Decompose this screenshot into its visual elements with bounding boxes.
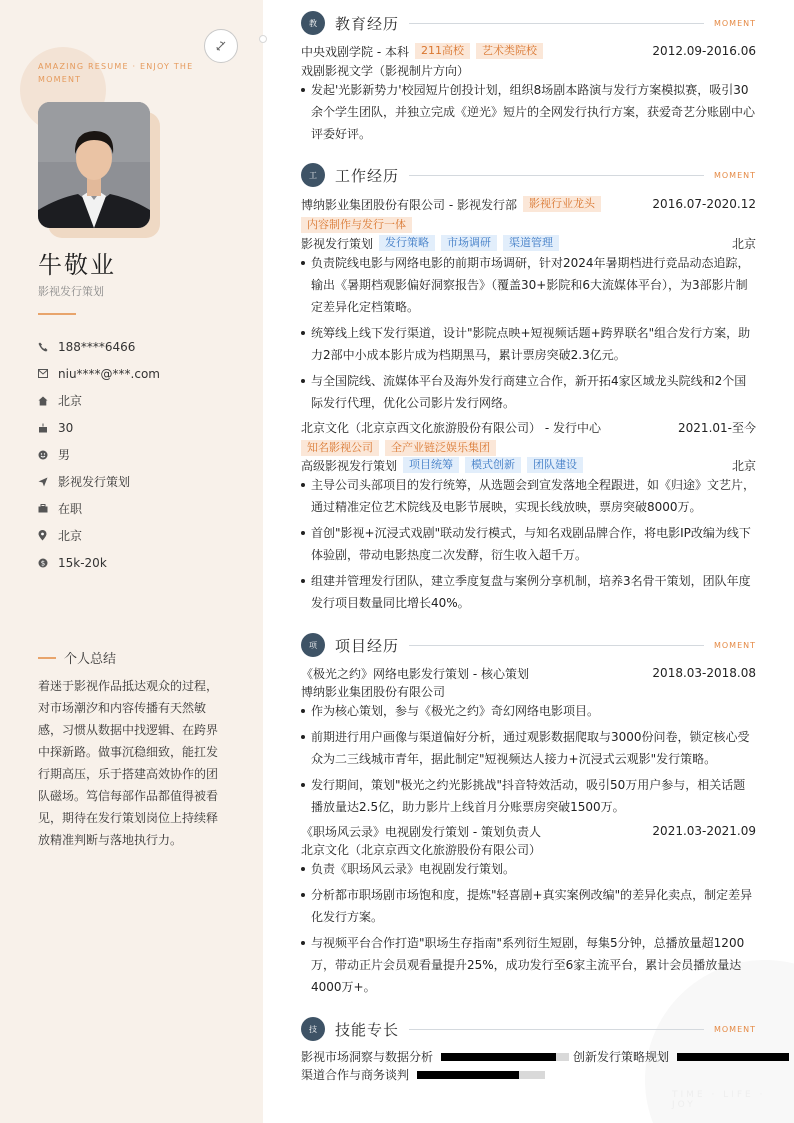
skill-item (573, 1048, 789, 1065)
skill-tag: 市场调研 (441, 235, 497, 251)
tag: 艺术类院校 (476, 43, 543, 59)
info-phone (38, 333, 160, 360)
section-title: 工作经历 (335, 166, 400, 185)
list-item: 组建并管理发行团队，建立季度复盘与案例分享机制，培养3名骨干策划，团队年度发行项目数量同比增长40%。 (301, 570, 756, 614)
education-row (301, 42, 756, 60)
list-item: 前期进行用户画像与渠道偏好分析，通过观影数据爬取与3000份问卷，锁定核心受众为二三线城市青年，据此制定"短视频达人接力+沉浸式云观影"发行策略。 (301, 726, 756, 770)
face-icon (38, 450, 58, 460)
date: 2018.03-2018.08 (652, 666, 756, 680)
logo-icon (204, 29, 238, 63)
skill-name: 影视市场洞察与数据分析 (301, 1050, 434, 1064)
skill-bar (417, 1071, 545, 1079)
info-text: 北京 (58, 394, 83, 408)
briefcase-icon (38, 504, 58, 513)
watermark: TIME · LIFE · JOY (672, 1090, 766, 1110)
info-email (38, 360, 160, 387)
section-moment: MOMENT (713, 18, 756, 28)
skill-name: 渠道合作与商务谈判 (301, 1068, 410, 1082)
list-item: 负责院线电影与网络电影的前期市场调研，针对2024年暑期档进行竞品动态追踪，输出《暑期档观影偏好洞察报告》（覆盖30+影院和6大流媒体平台），为3部影片制定差异化定档策略。 (301, 252, 756, 318)
info-text: 男 (58, 448, 71, 462)
divider (38, 657, 56, 659)
info-position (38, 468, 160, 495)
company-name: 博纳影业集团股份有限公司 - 影视发行部 (301, 197, 517, 212)
info-text: niu****@***.com (58, 366, 160, 381)
skill-bar-fill (417, 1071, 519, 1079)
work-section (301, 162, 756, 188)
list-item: 发行期间，策划"极光之约光影挑战"抖音特效活动，吸引50万用户参与，相关话题播放量达2.5亿，助力影片上线首月分账票房突破1500万。 (301, 774, 756, 818)
svg-text:$: $ (40, 559, 46, 567)
info-text: 15k-20k (58, 555, 107, 570)
section-title: 技能专长 (335, 1020, 400, 1039)
role: 影视发行策划 (301, 236, 374, 251)
projects-section (301, 632, 756, 658)
sidebar (0, 0, 263, 1123)
project-row (301, 664, 756, 682)
section-moment: MOMENT (713, 640, 756, 650)
info-salary (38, 549, 160, 576)
avatar (38, 102, 150, 228)
info-home (38, 387, 160, 414)
job-row (301, 195, 756, 213)
project-name: 《职场风云录》电视剧发行策划 - 策划负责人 (301, 824, 541, 839)
candidate-name: 牛敬业 (38, 251, 116, 279)
city: 北京 (731, 458, 756, 473)
skill-tag: 渠道管理 (503, 235, 559, 251)
date: 2021.01-至今 (678, 420, 756, 435)
info-location (38, 522, 160, 549)
tag: 211高校 (415, 43, 470, 59)
summary-text: 着迷于影视作品抵达观众的过程，对市场潮汐和内容传播有天然敏感，习惯从数据中找逻辑、在跨界中探新路。做事沉稳细致，能扛发行期高压，乐于搭建高效协作的团队磁场。笃信每部作品都值得被看见，期待在发行策划岗位上持续释放精准判断与落地执行力。 (38, 679, 219, 847)
date: 2021.03-2021.09 (652, 824, 756, 838)
section-badge: 教 (301, 11, 325, 35)
list-item: 发起'光影新势力'校园短片创投计划，组织8场剧本路演与发行方案模拟赛，吸引30余个学生团队，并独立完成《逆光》短片的全网发行执行方案，获爱奇艺分账剧中心评委好评。 (301, 79, 756, 145)
cake-icon (38, 423, 58, 433)
decorative-dot (259, 35, 267, 43)
skill-item (301, 1048, 569, 1065)
list-item: 负责《职场风云录》电视剧发行策划。 (301, 858, 756, 880)
divider (409, 645, 704, 646)
project-row (301, 822, 756, 840)
major-row (301, 61, 756, 79)
divider (38, 313, 76, 315)
skill-name: 创新发行策略规划 (573, 1050, 670, 1064)
section-moment: MOMENT (713, 170, 756, 180)
location-icon (38, 530, 58, 541)
skill-tag: 团队建设 (527, 457, 583, 473)
city: 北京 (731, 236, 756, 251)
section-badge: 工 (301, 163, 325, 187)
project-company-row (301, 840, 756, 858)
section-badge: 项 (301, 633, 325, 657)
salary-icon (38, 558, 58, 568)
info-text: 影视发行策划 (58, 475, 131, 489)
skill-bar-fill (441, 1053, 556, 1061)
section-moment: MOMENT (713, 1024, 756, 1034)
info-text: 30 (58, 420, 74, 435)
list-item: 统筹线上线下发行渠道，设计"影院点映+短视频话题+跨界联名"组合发行方案，助力2部中小成本影片成为档期黑马，累计票房突破2.3亿元。 (301, 322, 756, 366)
education-section (301, 10, 756, 36)
section-title: 项目经历 (335, 636, 400, 655)
info-status (38, 495, 160, 522)
info-age (38, 414, 160, 441)
section-header (301, 10, 756, 36)
role: 高级影视发行策划 (301, 458, 398, 473)
home-icon (38, 396, 58, 406)
mail-icon (38, 369, 58, 378)
project-company-row (301, 682, 756, 700)
divider (409, 175, 704, 176)
list-item: 首创"影视+沉浸式戏剧"联动发行模式，与知名戏剧品牌合作，将电影IP改编为线下体验剧，带动电影热度二次发酵，衍生收入超千万。 (301, 522, 756, 566)
skill-tag: 模式创新 (465, 457, 521, 473)
project-company: 博纳影业集团股份有限公司 (301, 684, 446, 699)
skill-tag: 发行策略 (379, 235, 435, 251)
list-item: 分析都市职场剧市场饱和度，提炼"轻喜剧+真实案例改编"的差异化卖点，制定差异化发行方案。 (301, 884, 756, 928)
list-item: 与视频平台合作打造"职场生存指南"系列衍生短剧，每集5分钟，总播放量超1200万，带动正片会员观看量提升25%，成功发行至6家主流平台，累计会员播放量达4000万+。 (301, 932, 756, 998)
job-tag-row (301, 216, 756, 234)
project-name: 《极光之约》网络电影发行策划 - 核心策划 (301, 666, 529, 681)
summary-title: 个人总结 (64, 652, 117, 667)
date: 2012.09-2016.06 (652, 44, 756, 58)
section-header (301, 632, 756, 658)
summary-heading (38, 648, 116, 667)
section-title: 教育经历 (335, 14, 400, 33)
list-item: 主导公司头部项目的发行统筹，从选题会到宣发落地全程跟进，如《归途》文艺片，通过精准定位艺术院线及电影节展映，实现长线放映，票房突破8000万。 (301, 474, 756, 518)
info-gender (38, 441, 160, 468)
info-text: 188****6466 (58, 339, 136, 354)
skill-tag: 项目统筹 (403, 457, 459, 473)
contact-info-list (38, 333, 160, 576)
list-item: 作为核心策划，参与《极光之约》奇幻网络电影项目。 (301, 700, 756, 722)
divider (409, 1029, 704, 1030)
role-row (301, 234, 756, 252)
job-tag-row (301, 439, 756, 457)
list-item: 与全国院线、流媒体平台及海外发行商建立合作，新开拓4家区域龙头院线和2个国际发行代理，优化公司影片发行网络。 (301, 370, 756, 414)
skills-section (301, 1016, 756, 1042)
section-header (301, 1016, 756, 1042)
send-icon (38, 477, 58, 487)
skill-bar-fill (677, 1053, 789, 1061)
tag: 全产业链泛娱乐集团 (385, 440, 496, 456)
school-name: 中央戏剧学院 - 本科 (301, 44, 409, 59)
info-text: 北京 (58, 529, 83, 543)
job-row (301, 418, 756, 436)
skill-bar (441, 1053, 569, 1061)
tag: 知名影视公司 (301, 440, 379, 456)
project-company: 北京文化（北京京西文化旅游股份有限公司） (301, 842, 542, 857)
info-text: 在职 (58, 502, 83, 516)
skill-bar (677, 1053, 789, 1061)
tag: 内容制作与发行一体 (301, 217, 412, 233)
skill-item (301, 1066, 545, 1083)
company-name: 北京文化（北京京西文化旅游股份有限公司） - 发行中心 (301, 420, 601, 435)
section-header (301, 162, 756, 188)
phone-icon (38, 342, 58, 352)
date: 2016.07-2020.12 (652, 197, 756, 211)
candidate-title: 影视发行策划 (38, 285, 104, 298)
major: 戏剧影视文学（影视制片方向） (301, 63, 470, 78)
role-row (301, 456, 756, 474)
tagline: AMAZING RESUME · ENJOY THE MOMENT (38, 62, 194, 84)
divider (409, 23, 704, 24)
tag: 影视行业龙头 (523, 196, 601, 212)
section-badge: 技 (301, 1017, 325, 1041)
